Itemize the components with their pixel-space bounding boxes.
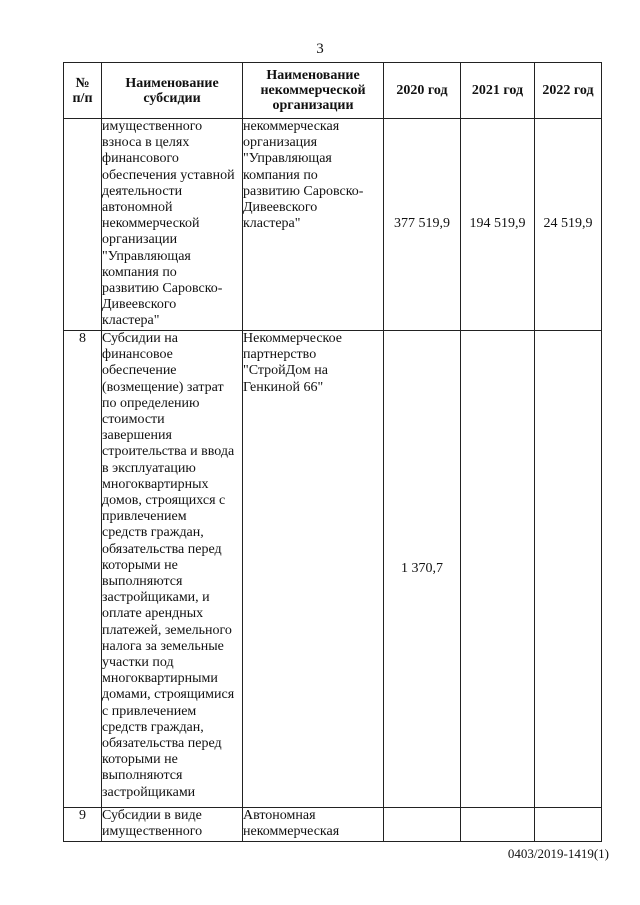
table-row	[64, 331, 602, 808]
header-2021: 2021 год	[461, 63, 535, 119]
header-org: Наименование некоммерческой организации	[243, 63, 384, 119]
header-2022: 2022 год	[535, 63, 602, 119]
page-number: 3	[316, 41, 324, 57]
subsidy-name: имущественного взноса в целях финансового обеспечения уставной деятельности автономной некоммерческой организации "Управляющая компания по развитию Саровско- Дивеевского кластера"	[102, 119, 243, 331]
subsidy-table	[63, 62, 602, 842]
amount-2021	[461, 331, 535, 808]
amount-2022: 24 519,9	[535, 119, 602, 331]
org-name: некоммерческая организация "Управляющая компания по развитию Саровско- Дивеевского кластера"	[243, 119, 384, 331]
org-name: Некоммерческое партнерство "СтройДом на Генкиной 66"	[243, 331, 384, 808]
table-row	[64, 119, 602, 331]
org-name: Автономная некоммерческая	[243, 808, 384, 842]
amount-2020	[384, 808, 461, 842]
amount-2020: 377 519,9	[384, 119, 461, 331]
subsidy-name: Субсидии на финансовое обеспечение (возмещение) затрат по определению стоимости завершения строительства и ввода в эксплуатацию многоквартирных домов, строящихся с привлечением средств граждан, обязательства перед которыми не выполняются застройщиками, и оплате арендных платежей, земельного налога за земельные участки под многоквартирными домами, строящимися с привлечением средств граждан, обязательства перед которыми не выполняются застройщиками	[102, 331, 243, 808]
amount-2021: 194 519,9	[461, 119, 535, 331]
header-num: № п/п	[64, 63, 102, 119]
amount-2022	[535, 331, 602, 808]
header-2020: 2020 год	[384, 63, 461, 119]
amount-2022	[535, 808, 602, 842]
amount-2020: 1 370,7	[384, 331, 461, 808]
document-code: 0403/2019-1419(1)	[507, 846, 609, 861]
row-num: 8	[64, 331, 102, 808]
table-row	[64, 808, 602, 842]
table-header-row	[64, 63, 602, 119]
amount-2021	[461, 808, 535, 842]
row-num	[64, 119, 102, 331]
header-subsidy: Наименование субсидии	[102, 63, 243, 119]
row-num: 9	[64, 808, 102, 842]
subsidy-name: Субсидии в виде имущественного	[102, 808, 243, 842]
